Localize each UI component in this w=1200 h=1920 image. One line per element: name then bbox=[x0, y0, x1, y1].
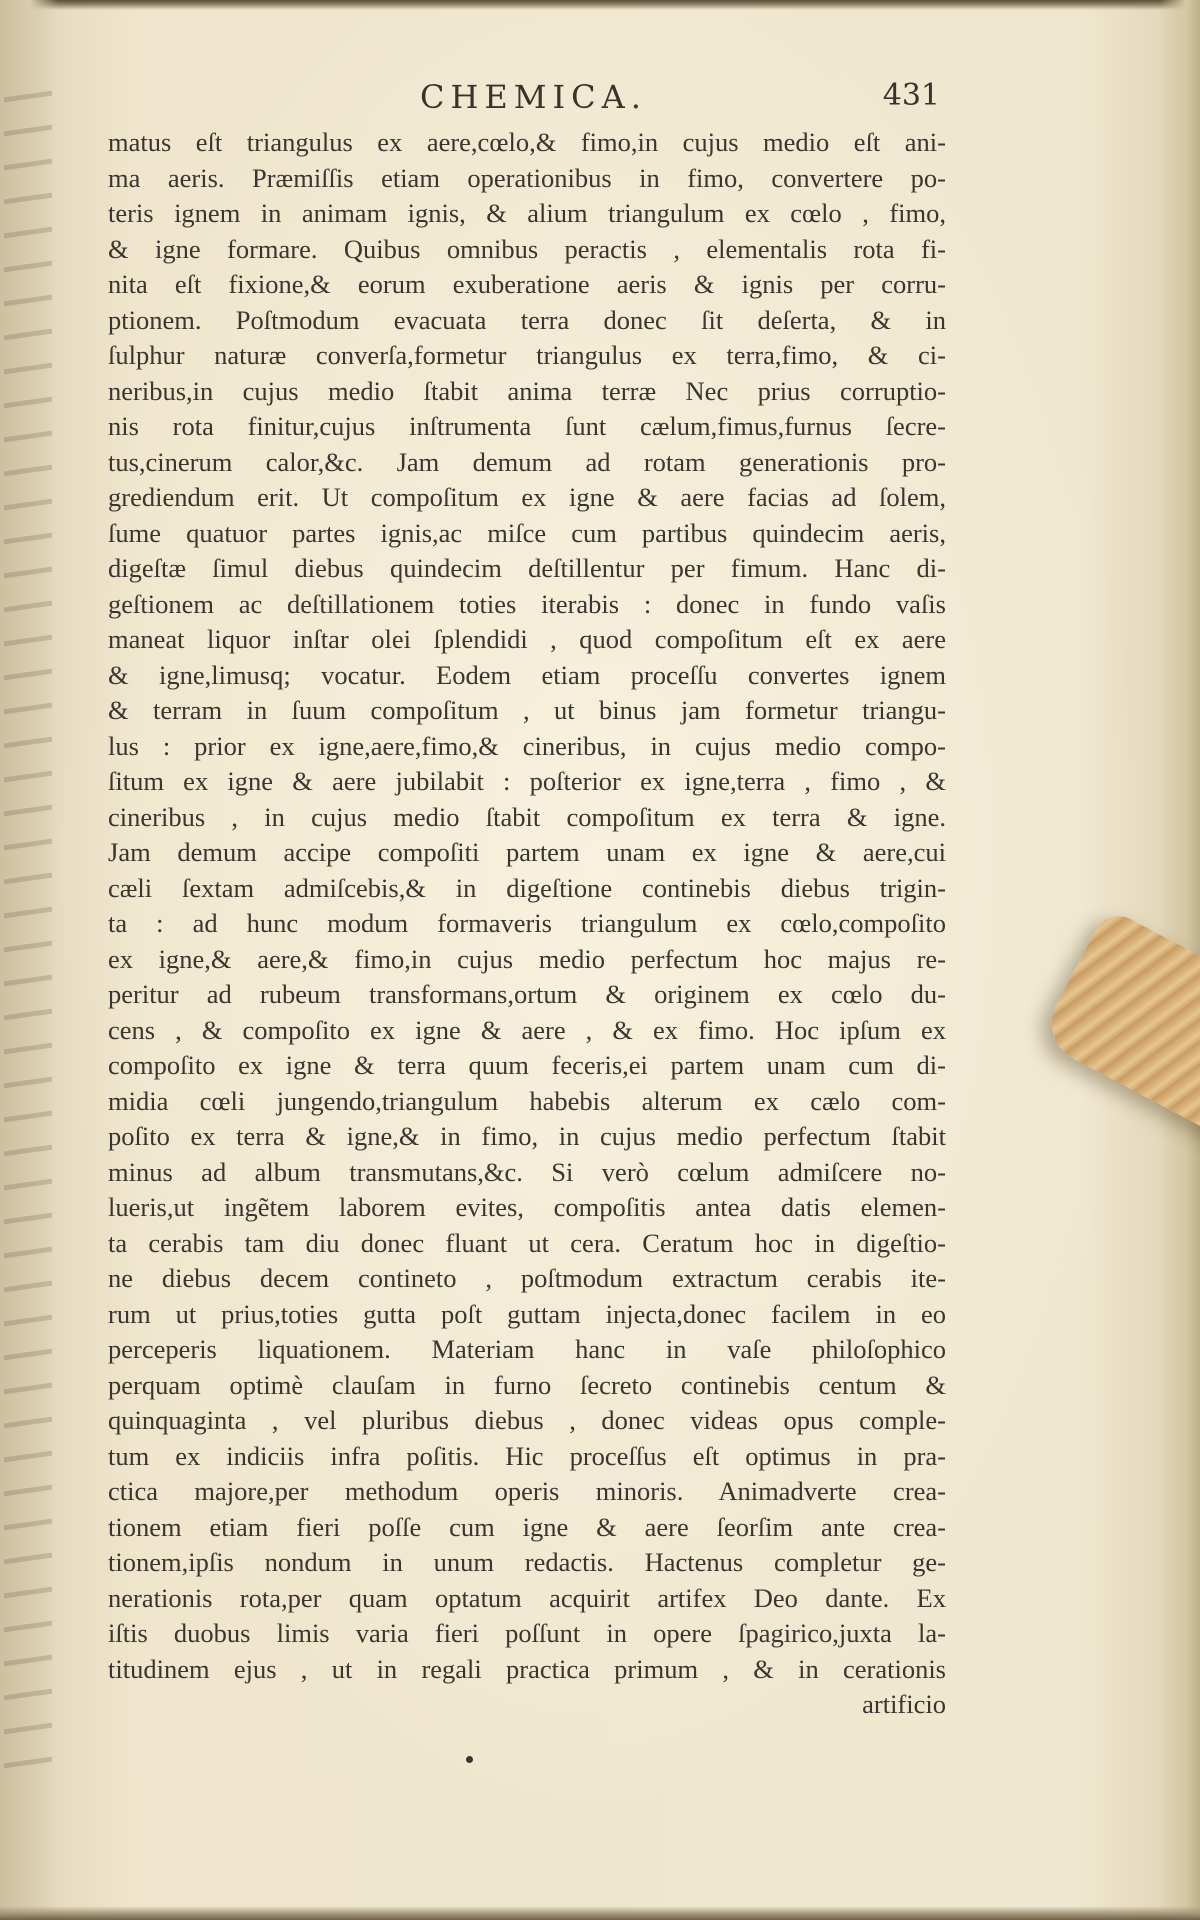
text-line: tionem,ipſis nondum in unum redactis. Hactenus completur ge- bbox=[108, 1547, 946, 1577]
text-line: tionem etiam fieri poſſe cum igne & aere ſeorſim ante crea- bbox=[108, 1511, 946, 1542]
page-number: 431 bbox=[882, 78, 940, 113]
text-line: perceperis liquationem. Materiam hanc in vaſe philoſophico bbox=[108, 1334, 946, 1364]
text-line: & terram in ſuum compoſitum , ut binus jam formetur triangu- bbox=[108, 695, 946, 725]
ink-dot-mark bbox=[466, 1756, 473, 1763]
wooden-page-weight bbox=[1038, 907, 1200, 1143]
text-line: rum ut prius,toties gutta poſt guttam injecta,donec facilem in eo bbox=[108, 1298, 946, 1329]
text-line: tum ex indiciis infra poſitis. Hic proceſſus eſt optimus in pra- bbox=[108, 1440, 946, 1471]
text-line: ſitum ex igne & aere jubilabit : poſterior ex igne,terra , fimo , & bbox=[108, 766, 946, 796]
text-line: ptionem. Poſtmodum evacuata terra donec ſit deſerta, & in bbox=[108, 304, 946, 335]
text-line: midia cœli jungendo,triangulum habebis alterum ex cælo com- bbox=[108, 1085, 946, 1116]
text-line: cæli ſextam admiſcebis,& in digeſtione continebis diebus trigin- bbox=[108, 872, 946, 903]
text-line: minus ad album transmutans,&c. Si verò cœlum admiſcere no- bbox=[108, 1156, 946, 1187]
text-line: ctica majore,per methodum operis minoris. Animadverte crea- bbox=[108, 1476, 946, 1506]
text-line: cineribus , in cujus medio ſtabit compoſitum ex terra & igne. bbox=[108, 801, 946, 832]
text-line: grediendum erit. Ut compoſitum ex igne & aere facias ad ſolem, bbox=[108, 482, 946, 512]
text-line: peritur ad rubeum transformans,ortum & originem ex cœlo du- bbox=[108, 979, 946, 1009]
text-line: neribus,in cujus medio ſtabit anima terræ Nec prius corruptio- bbox=[108, 375, 946, 406]
text-line: artificio bbox=[862, 1689, 946, 1719]
body-text bbox=[108, 125, 946, 1723]
text-line: & igne,limusq; vocatur. Eodem etiam proceſſu convertes ignem bbox=[108, 659, 946, 690]
text-line: Jam demum accipe compoſiti partem unam ex igne & aere,cui bbox=[108, 837, 946, 867]
running-head: CHEMICA. bbox=[420, 78, 647, 116]
page-header bbox=[110, 78, 940, 122]
text-line: cens , & compoſito ex igne & aere , & ex fimo. Hoc ipſum ex bbox=[108, 1014, 946, 1045]
text-line: nerationis rota,per quam optatum acquirit artifex Deo dante. Ex bbox=[108, 1582, 946, 1613]
text-line: matus eſt triangulus ex aere,cœlo,& fimo,in cujus medio eſt ani- bbox=[108, 127, 946, 157]
text-line: iſtis duobus limis varia fieri poſſunt in opere ſpagirico,juxta la- bbox=[108, 1618, 946, 1648]
text-line: lus : prior ex igne,aere,fimo,& cineribus, in cujus medio compo- bbox=[108, 730, 946, 761]
text-line: ne diebus decem contineto , poſtmodum extractum cerabis ite- bbox=[108, 1263, 946, 1293]
facing-page-show-through bbox=[4, 77, 52, 1784]
text-line: lueris,ut ingẽtem laborem evites, compoſitis antea datis elemen- bbox=[108, 1192, 946, 1222]
text-line: geſtionem ac deſtillationem toties iterabis : donec in fundo vaſis bbox=[108, 588, 946, 619]
text-line: & igne formare. Quibus omnibus peractis , elementalis rota fi- bbox=[108, 233, 946, 264]
page-bottom-edge bbox=[0, 1906, 1200, 1920]
page-top-edge bbox=[0, 0, 1200, 10]
text-line: ma aeris. Præmiſſis etiam operationibus in fimo, convertere po- bbox=[108, 162, 946, 193]
text-line: poſito ex terra & igne,& in fimo, in cujus medio perfectum ſtabit bbox=[108, 1121, 946, 1151]
text-line: ta cerabis tam diu donec fluant ut cera. Ceratum hoc in digeſtio- bbox=[108, 1227, 946, 1258]
text-line: perquam optimè clauſam in furno ſecreto continebis centum & bbox=[108, 1369, 946, 1400]
text-line: ſume quatuor partes ignis,ac miſce cum partibus quindecim aeris, bbox=[108, 517, 946, 548]
text-line: teris ignem in animam ignis, & alium triangulum ex cœlo , fimo, bbox=[108, 198, 946, 228]
text-line: nis rota finitur,cujus inſtrumenta ſunt cælum,fimus,furnus ſecre- bbox=[108, 411, 946, 441]
text-line: titudinem ejus , ut in regali practica primum , & in cerationis bbox=[108, 1653, 946, 1684]
text-line: nita eſt fixione,& eorum exuberatione aeris & ignis per corru- bbox=[108, 269, 946, 299]
text-line: quinquaginta , vel pluribus diebus , donec videas opus comple- bbox=[108, 1405, 946, 1435]
text-line: ta : ad hunc modum formaveris triangulum ex cœlo,compoſito bbox=[108, 908, 946, 938]
text-line: compoſito ex igne & terra quum feceris,ei partem unam cum di- bbox=[108, 1050, 946, 1080]
text-line: tus,cinerum calor,&c. Jam demum ad rotam generationis pro- bbox=[108, 446, 946, 477]
text-line: ſulphur naturæ converſa,formetur triangulus ex terra,fimo, & ci- bbox=[108, 340, 946, 370]
text-line: ex igne,& aere,& fimo,in cujus medio perfectum hoc majus re- bbox=[108, 943, 946, 974]
text-line: digeſtæ ſimul diebus quindecim deſtillentur per fimum. Hanc di- bbox=[108, 553, 946, 583]
text-line: maneat liquor inſtar olei ſplendidi , quod compoſitum eſt ex aere bbox=[108, 624, 946, 654]
